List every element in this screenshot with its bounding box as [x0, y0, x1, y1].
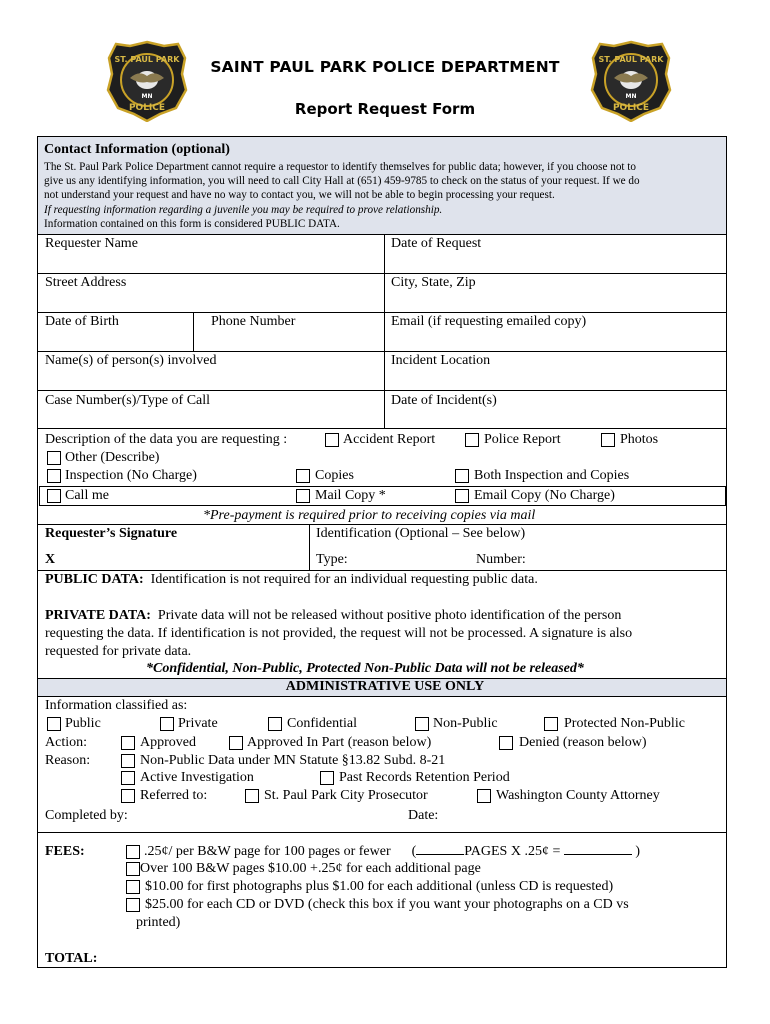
requester-name-field[interactable]: Requester Name — [45, 236, 138, 251]
public-data-note: Information contained on this form is considered PUBLIC DATA. — [44, 218, 340, 230]
private-data-line3: requested for private data. — [45, 644, 192, 659]
fee-line2: Over 100 B&W pages $10.00 +.25¢ for each additional page — [140, 861, 481, 876]
identification-label: Identification (Optional – See below) — [316, 526, 526, 541]
badge-mid-text: MN — [625, 93, 637, 100]
past-records-checkbox[interactable] — [320, 771, 334, 785]
city-prosecutor-label: St. Paul Park City Prosecutor — [264, 788, 428, 803]
completed-by-field[interactable]: Completed by: — [45, 808, 128, 823]
denied-checkbox[interactable] — [499, 736, 513, 750]
pages-count-blank[interactable] — [416, 854, 464, 855]
class-non-public-label: Non-Public — [433, 716, 498, 731]
class-non-public-checkbox[interactable] — [415, 717, 429, 731]
class-protected-checkbox[interactable] — [544, 717, 558, 731]
prepayment-note: *Pre-payment is required prior to receiving copies via mail — [203, 508, 536, 523]
date-of-request-field[interactable]: Date of Request — [391, 236, 482, 251]
city-prosecutor-checkbox[interactable] — [245, 789, 259, 803]
denied-label: Denied (reason below) — [519, 735, 647, 750]
class-confidential-checkbox[interactable] — [268, 717, 282, 731]
admin-heading: ADMINISTRATIVE USE ONLY — [285, 679, 485, 694]
phone-number-field[interactable]: Phone Number — [211, 314, 296, 329]
public-data-text: Identification is not required for an individual requesting public data. — [150, 572, 538, 587]
city-state-zip-field[interactable]: City, State, Zip — [391, 275, 476, 290]
call-me-label: Call me — [65, 488, 109, 503]
fee-line1-open-paren: ( — [411, 844, 417, 859]
past-records-label: Past Records Retention Period — [339, 770, 510, 785]
approved-in-part-label: Approved In Part (reason below) — [247, 735, 432, 750]
action-label: Action: — [45, 735, 87, 750]
public-data-label: PUBLIC DATA: — [45, 572, 144, 587]
police-report-checkbox[interactable] — [465, 433, 479, 447]
pages-total-blank[interactable] — [564, 854, 632, 855]
county-attorney-checkbox[interactable] — [477, 789, 491, 803]
other-checkbox[interactable] — [47, 451, 61, 465]
email-copy-label: Email Copy (No Charge) — [474, 488, 615, 503]
fee-line1-pages-text: PAGES X .25¢ = — [464, 844, 561, 859]
class-protected-label: Protected Non-Public — [564, 716, 685, 731]
contact-text-line3: not understand your request and have no way to contact you, we will not be able to begin processing your request. — [44, 189, 555, 201]
signature-x-mark[interactable]: X — [45, 552, 56, 567]
private-data-statement — [45, 608, 621, 624]
email-copy-checkbox[interactable] — [455, 489, 469, 503]
statute-checkbox[interactable] — [121, 754, 135, 768]
both-checkbox[interactable] — [455, 469, 469, 483]
email-field[interactable]: Email (if requesting emailed copy) — [391, 314, 587, 329]
fee-line1-text: .25¢/ per B&W page for 100 pages or fewer — [144, 844, 391, 859]
referred-to-checkbox[interactable] — [121, 789, 135, 803]
completed-date-field[interactable]: Date: — [408, 808, 439, 823]
fee-line4-continued: printed) — [136, 915, 181, 930]
description-label: Description of the data you are requesting : — [45, 432, 288, 447]
referred-to-label: Referred to: — [140, 788, 208, 803]
mail-copy-label: Mail Copy * — [315, 488, 386, 503]
badge-bottom-text: POLICE — [128, 103, 166, 113]
fee-line3: $10.00 for first photographs plus $1.00 for each additional (unless CD is requested) — [145, 879, 614, 894]
badge-bottom-text: POLICE — [612, 103, 650, 113]
contact-heading: Contact Information (optional) — [44, 142, 230, 157]
inspection-checkbox[interactable] — [47, 469, 61, 483]
id-number-field[interactable]: Number: — [476, 552, 526, 567]
contact-text-line1: The St. Paul Park Police Department cannot require a requestor to identify themselves for public data; however, if you choose not to — [44, 161, 637, 173]
fee-bw-over-100-checkbox[interactable] — [126, 862, 140, 876]
fee-line1 — [144, 844, 640, 860]
copies-checkbox[interactable] — [296, 469, 310, 483]
public-data-statement — [45, 572, 538, 588]
private-data-line1: Private data will not be released without positive photo identification of the person — [157, 608, 622, 623]
fees-label: FEES: — [45, 844, 85, 859]
photos-label: Photos — [620, 432, 659, 447]
fee-photographs-checkbox[interactable] — [126, 880, 140, 894]
county-attorney-label: Washington County Attorney — [496, 788, 660, 803]
inspection-label: Inspection (No Charge) — [65, 468, 197, 483]
street-address-field[interactable]: Street Address — [45, 275, 127, 290]
active-investigation-label: Active Investigation — [140, 770, 254, 785]
class-confidential-label: Confidential — [287, 716, 357, 731]
signature-label: Requester’s Signature — [45, 526, 178, 541]
persons-involved-field[interactable]: Name(s) of person(s) involved — [45, 353, 217, 368]
photos-checkbox[interactable] — [601, 433, 615, 447]
mail-copy-checkbox[interactable] — [296, 489, 310, 503]
date-of-incident-field[interactable]: Date of Incident(s) — [391, 393, 497, 408]
badge-mid-text: MN — [141, 93, 153, 100]
class-private-checkbox[interactable] — [160, 717, 174, 731]
id-type-field[interactable]: Type: — [316, 552, 348, 567]
call-me-checkbox[interactable] — [47, 489, 61, 503]
fee-cd-dvd-checkbox[interactable] — [126, 898, 140, 912]
confidential-note: *Confidential, Non-Public, Protected Non-Public Data will not be released* — [146, 661, 584, 676]
contact-text-line2: give us any identifying information, you will need to call City Hall at (651) 459-9785 to check on the status of your request. If we do — [44, 175, 640, 187]
juvenile-note: If requesting information regarding a juvenile you may be required to prove relationship. — [44, 204, 443, 216]
active-investigation-checkbox[interactable] — [121, 771, 135, 785]
form-subtitle: Report Request Form — [294, 100, 476, 118]
date-of-birth-field[interactable]: Date of Birth — [45, 314, 119, 329]
incident-location-field[interactable]: Incident Location — [391, 353, 491, 368]
police-report-label: Police Report — [484, 432, 561, 447]
fee-bw-under-100-checkbox[interactable] — [126, 845, 140, 859]
page-title: SAINT PAUL PARK POLICE DEPARTMENT — [210, 58, 560, 76]
fee-line4: $25.00 for each CD or DVD (check this box if you want your photographs on a CD vs — [145, 897, 629, 912]
fee-line1-close-paren: ) — [635, 844, 641, 859]
other-label: Other (Describe) — [65, 450, 160, 465]
classified-label: Information classified as: — [45, 698, 188, 713]
approved-checkbox[interactable] — [121, 736, 135, 750]
accident-report-checkbox[interactable] — [325, 433, 339, 447]
copies-label: Copies — [315, 468, 354, 483]
class-private-label: Private — [178, 716, 218, 731]
private-data-label: PRIVATE DATA: — [45, 608, 151, 623]
case-number-field[interactable]: Case Number(s)/Type of Call — [45, 393, 211, 408]
approved-in-part-checkbox[interactable] — [229, 736, 243, 750]
private-data-line2: requesting the data. If identification is not provided, the request will not be processed. A signature is also — [45, 626, 633, 641]
both-label: Both Inspection and Copies — [474, 468, 630, 483]
statute-label: Non-Public Data under MN Statute §13.82 Subd. 8-21 — [140, 753, 446, 768]
total-label: TOTAL: — [45, 951, 98, 966]
class-public-label: Public — [65, 716, 101, 731]
accident-report-label: Accident Report — [343, 432, 436, 447]
approved-label: Approved — [140, 735, 196, 750]
class-public-checkbox[interactable] — [47, 717, 61, 731]
reason-label: Reason: — [45, 753, 91, 768]
badge-top-text: ST. PAUL PARK — [114, 55, 180, 64]
badge-top-text: ST. PAUL PARK — [598, 55, 664, 64]
